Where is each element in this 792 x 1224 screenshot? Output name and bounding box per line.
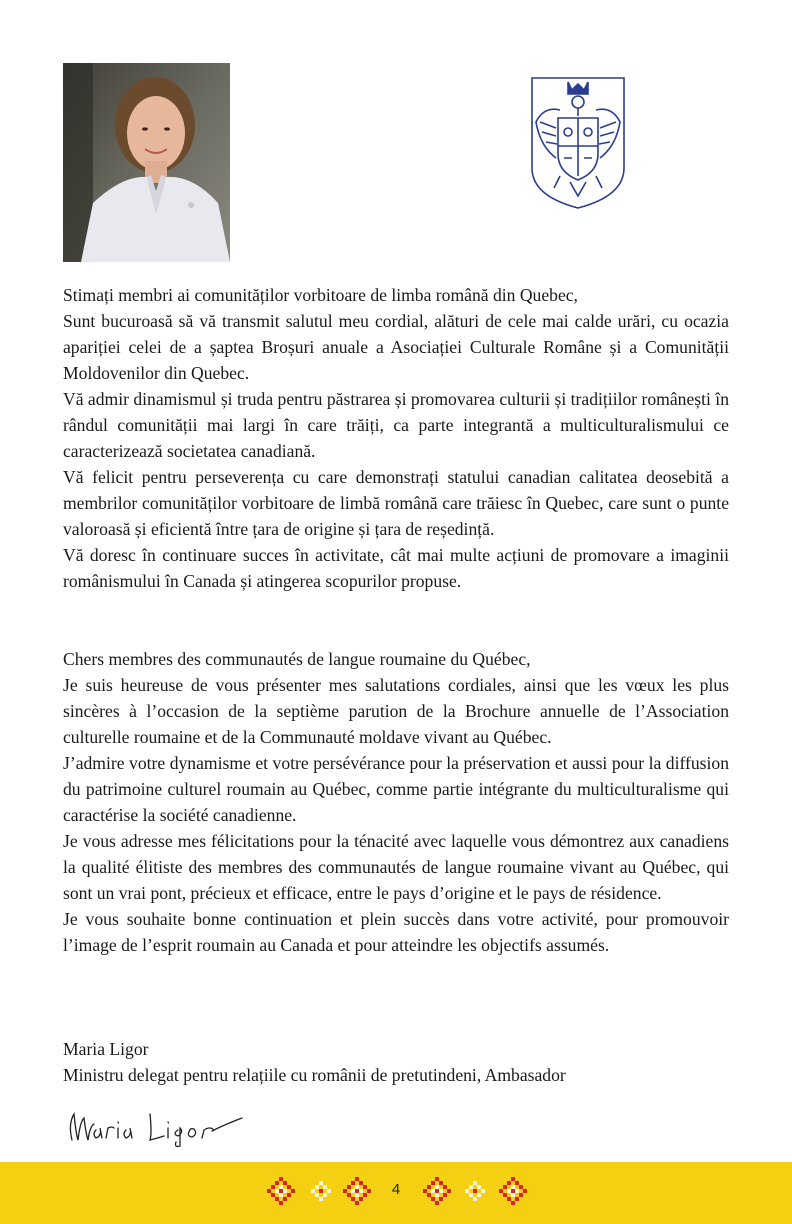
- paragraph: Je vous adresse mes félicitations pour la ténacité avec laquelle vous démontrez aux canadiens la qualité élitiste des membres des communautés de langue roumaine vivant au Québec, qui sont un vrai pont, précieux et efficace, entre le pays d’origine et le pays de résidence.: [63, 831, 729, 903]
- letter-romanian: [63, 282, 729, 594]
- embroidery-ornament-icon: [304, 1176, 338, 1210]
- paragraph: Sunt bucuroasă să vă transmit salutul meu cordial, alături de cele mai calde urări, cu ocazia apariției celei de a șaptea Broșuri anuale a Asociației Culturale Române și a Comunității Moldovenilor din Quebec.: [63, 311, 729, 383]
- page-number: 4: [391, 1181, 401, 1198]
- embroidery-ornament-icon: [264, 1176, 298, 1210]
- paragraph: Je suis heureuse de vous présenter mes salutations cordiales, ainsi que les vœux les plus sincères à l’occasion de la septième parution de la Brochure annuelle de l’Association culturelle roumaine et de la Communauté moldave vivant au Québec.: [63, 675, 729, 747]
- paragraph: Vă felicit pentru perseverența cu care demonstrați statului canadian calitatea deosebită a membrilor comunităților vorbitoare de limbă română care trăiesc în Quebec, care sunt o punte valoroasă și eficientă între țara de origine și țara de reședință.: [63, 467, 729, 539]
- letter-french: [63, 646, 729, 958]
- embroidery-ornament-icon: [496, 1176, 530, 1210]
- embroidery-ornament-icon: [458, 1176, 492, 1210]
- signatory-block: [63, 1036, 729, 1088]
- signatory-name: Maria Ligor: [63, 1039, 149, 1059]
- embroidery-ornament-icon: [420, 1176, 454, 1210]
- greeting: Stimați membri ai comunităților vorbitoare de limba română din Quebec,: [63, 285, 578, 305]
- paragraph: J’admire votre dynamisme et votre persévérance pour la préservation et aussi pour la diffusion du patrimoine culturel roumain au Québec, comme partie intégrante du multiculturalisme qui caractérise la société canadienne.: [63, 753, 729, 825]
- greeting: Chers membres des communautés de langue roumaine du Québec,: [63, 649, 531, 669]
- handwritten-signature: [66, 1104, 246, 1148]
- romanian-coat-of-arms-icon: [530, 76, 626, 210]
- paragraph: Vă admir dinamismul și truda pentru păstrarea și promovarea culturii și tradițiilor românești în rândul comunității mai largi în care trăiți, ca parte integrantă a multiculturalismului ce caracterizează societatea canadiană.: [63, 389, 729, 461]
- paragraph: Je vous souhaite bonne continuation et plein succès dans votre activité, pour promouvoir l’image de l’esprit roumain au Canada et pour atteindre les objectifs assumés.: [63, 909, 729, 955]
- embroidery-ornament-icon: [340, 1176, 374, 1210]
- paragraph: Vă doresc în continuare succes în activitate, cât mai multe acțiuni de promovare a imaginii românismului în Canada și atingerea scopurilor propuse.: [63, 545, 729, 591]
- portrait-photo: [63, 63, 230, 262]
- signatory-title: Ministru delegat pentru relațiile cu românii de pretutindeni, Ambasador: [63, 1065, 566, 1085]
